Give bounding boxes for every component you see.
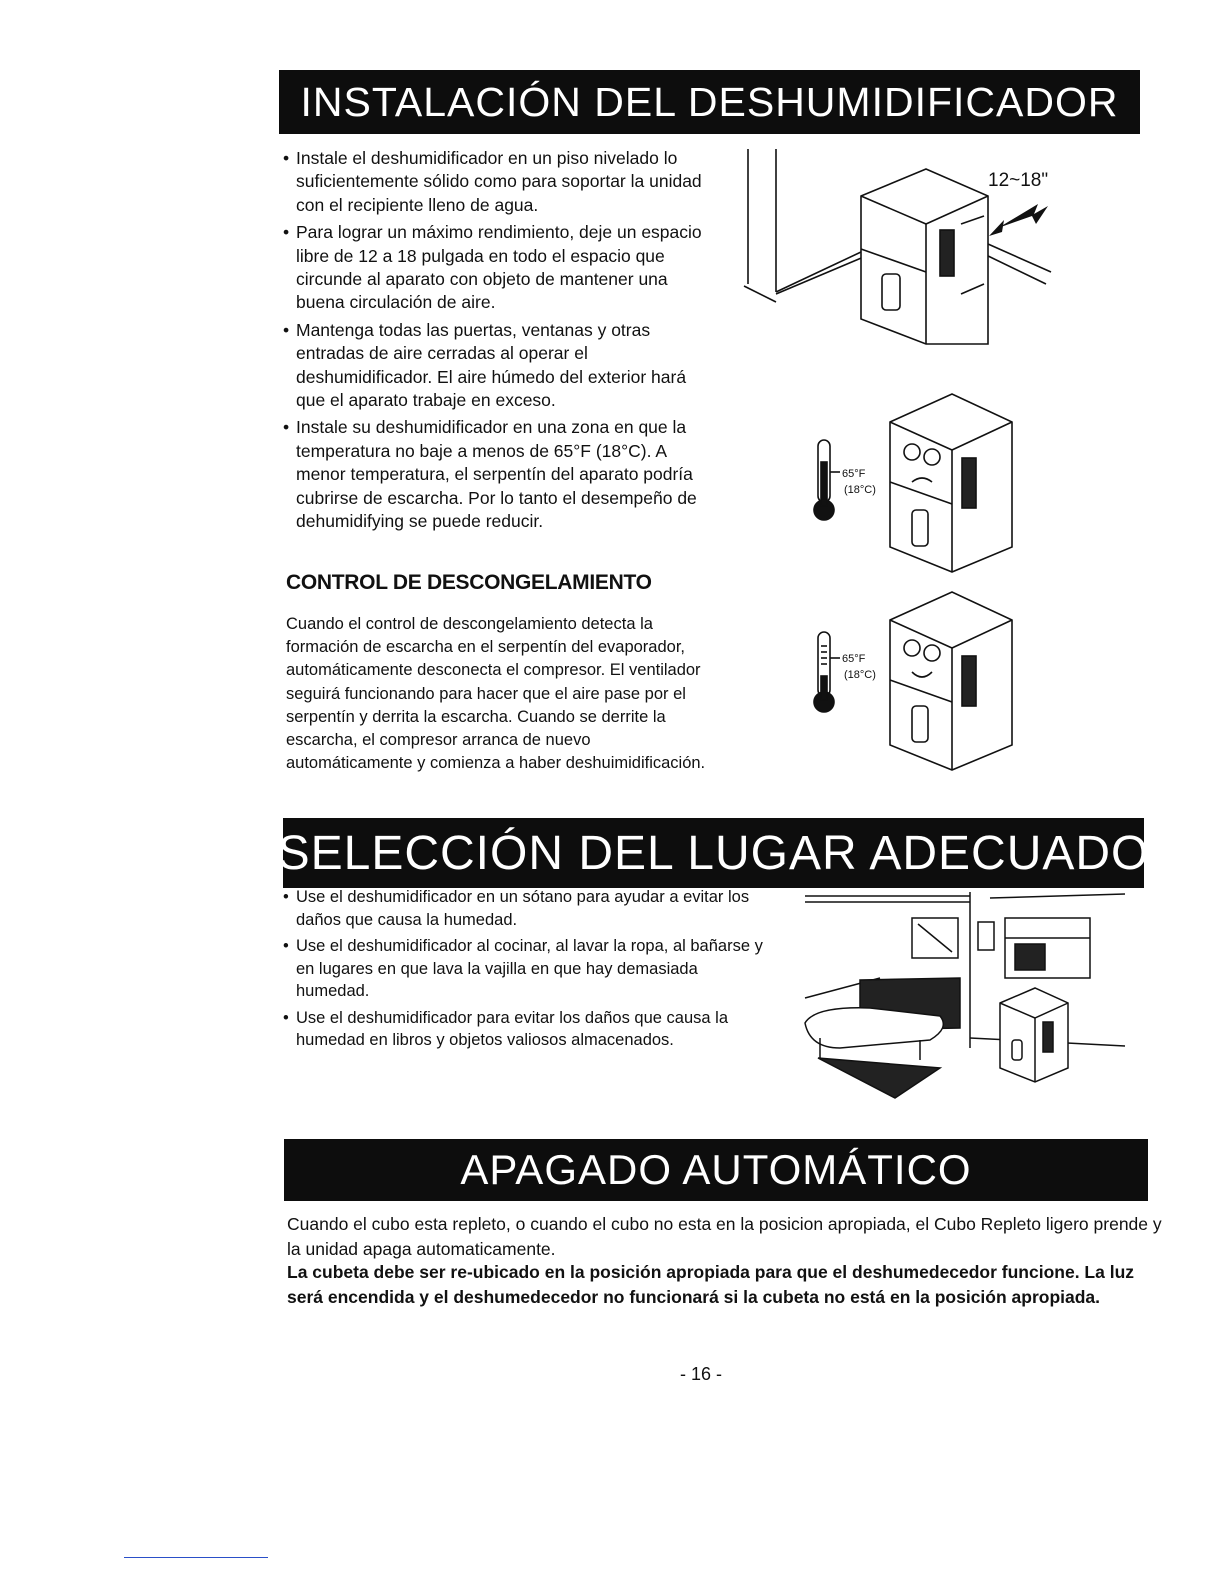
footer-rule xyxy=(124,1557,268,1558)
list-item: • Instale el deshumidificador en un piso nivelado lo suficientemente sólido como para soportar la unidad con el recipiente lleno de agua. xyxy=(282,147,702,217)
section-title-text: SELECCIÓN DEL LUGAR ADECUADO xyxy=(277,826,1150,880)
auto-shutoff-paragraph: Cuando el cubo esta repleto, o cuando el cubo no esta en la posicion apropiada, el Cubo Repleto ligero prende y la unidad apaga automaticamente. xyxy=(287,1214,1162,1259)
clearance-label: 12~18" xyxy=(988,170,1049,191)
temp-f-label: 65°F xyxy=(842,468,866,480)
temp-f-label: 65°F xyxy=(842,653,866,665)
section-title-text: INSTALACIÓN DEL DESHUMIDIFICADOR xyxy=(300,78,1119,125)
temperature-illustration-2 xyxy=(812,580,1032,780)
section-title-text: APAGADO AUTOMÁTICO xyxy=(460,1146,972,1193)
list-item: • Use el deshumidificador para evitar los daños que causa la humedad en libros y objetos valiosos almacenados. xyxy=(282,1007,772,1052)
location-bullets xyxy=(282,886,772,1056)
list-item: • Instale su deshumidificador en una zona en que la temperatura no baje a menos de 65°F (18°C). A menor temperatura, el serpentín del aparato podría cubrirse de escarcha. Por lo tanto el desempeño de dehumidifying se puede reducir. xyxy=(282,416,702,533)
list-item: • Use el deshumidificador en un sótano para ayudar a evitar los daños que causa la humedad. xyxy=(282,886,772,931)
list-item: • Use el deshumidificador al cocinar, al lavar la ropa, al bañarse y en lugares en que lava la vajilla en que hay demasiada humedad. xyxy=(282,935,772,1003)
clearance-illustration xyxy=(736,144,1066,344)
defrost-heading: CONTROL DE DESCONGELAMIENTO xyxy=(286,571,652,594)
temp-c-label: (18°C) xyxy=(844,484,876,496)
installation-bullets xyxy=(282,147,702,538)
defrost-paragraph: Cuando el control de descongelamiento detecta la formación de escarcha en el serpentín del evaporador, automáticamente desconecta el compresor. El ventilador seguirá funcionando para hacer que el aire pase por el serpentín y derrita la escarcha. Cuando se derrite la escarcha, el compresor arranca de nuevo automáticamente y comienza a haber deshuimidificación. xyxy=(286,615,706,773)
page-number: - 16 - xyxy=(680,1364,723,1384)
list-item: • Para lograr un máximo rendimiento, deje un espacio libre de 12 a 18 pulgada en todo el espacio que circunde al aparato con objeto de mantener una buena circulación de aire. xyxy=(282,221,702,315)
temperature-illustration-1 xyxy=(812,382,1032,582)
section-title-seleccion xyxy=(277,818,1150,888)
auto-shutoff-warning: La cubeta debe ser re-ubicado en la posición apropiada para que el deshumedecedor funcione. La luz será encendida y el deshumedecedor no funcionará si la cubeta no está en la posición apropiada. xyxy=(287,1262,1135,1307)
room-illustration xyxy=(800,888,1130,1118)
list-item: • Mantenga todas las puertas, ventanas y otras entradas de aire cerradas al operar el deshumidificador. El aire húmedo del exterior hará que el aparato trabaje en exceso. xyxy=(282,319,702,413)
section-title-apagado xyxy=(284,1139,1148,1201)
section-title-instalacion xyxy=(279,70,1140,134)
temp-c-label: (18°C) xyxy=(844,669,876,681)
